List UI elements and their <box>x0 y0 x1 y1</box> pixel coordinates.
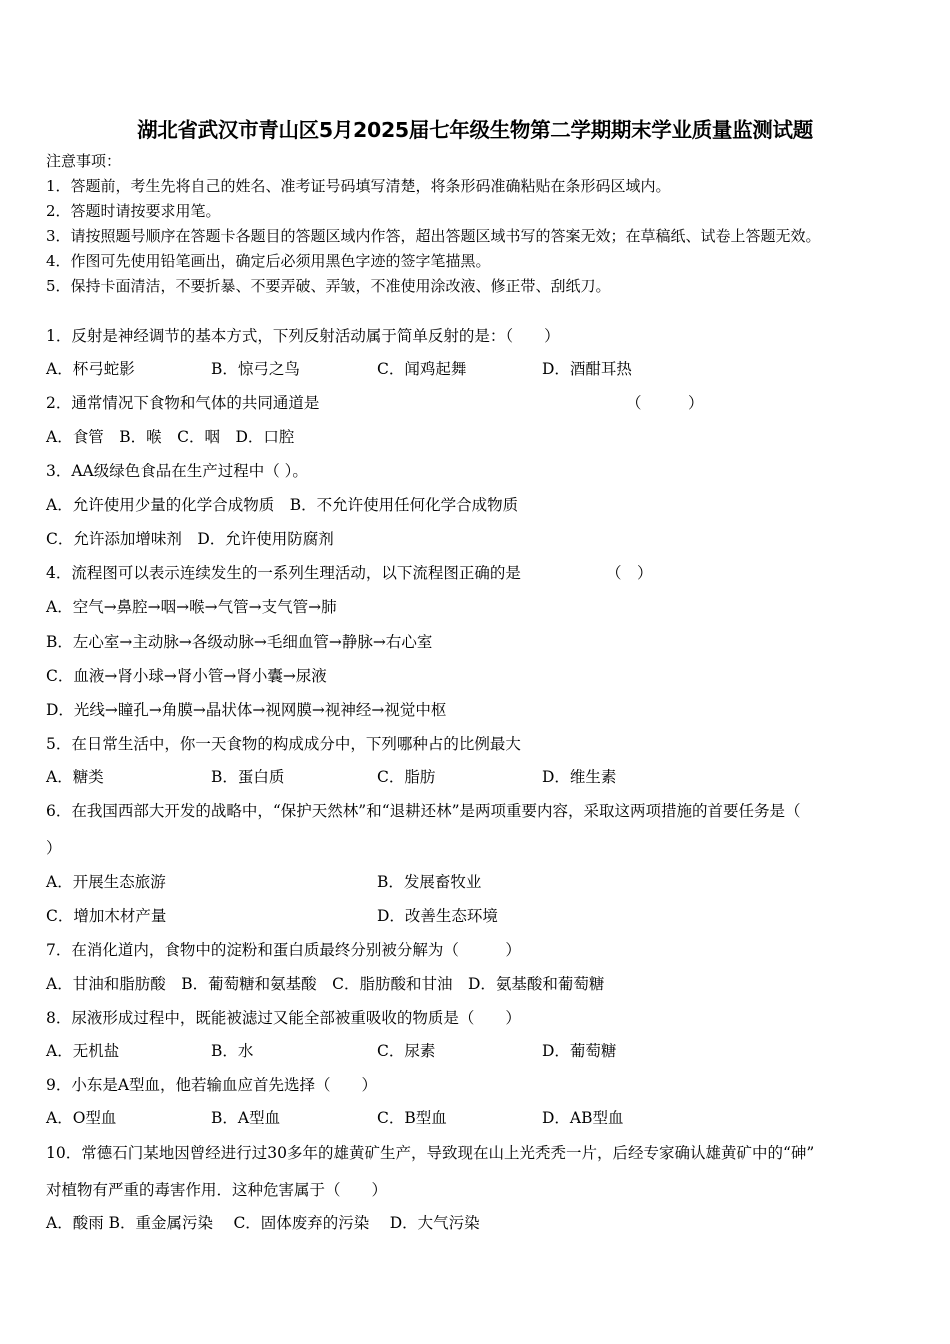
q1-option-c: C．闻鸡起舞 <box>377 360 467 378</box>
question-7: 7．在消化道内，食物中的淀粉和蛋白质最终分别被分解为（ ） <box>46 941 521 959</box>
q8-option-b: B．水 <box>211 1042 254 1060</box>
q6-option-b: B．发展畜牧业 <box>377 873 482 891</box>
q1-option-d: D．酒酣耳热 <box>542 360 632 378</box>
q10-options: A．酸雨 B．重金属污染 C．固体废弃的污染 D．大气污染 <box>46 1214 480 1232</box>
q3-options-cd: C．允许添加增味剂 D．允许使用防腐剂 <box>46 530 334 548</box>
q5-option-a: A．糖类 <box>46 768 104 786</box>
q7-options: A．甘油和脂肪酸 B．葡萄糖和氨基酸 C．脂肪酸和甘油 D．氨基酸和葡萄糖 <box>46 975 605 993</box>
question-10-cont: 对植物有严重的毒害作用．这种危害属于（ ） <box>46 1181 388 1199</box>
q3-options-ab: A．允许使用少量的化学合成物质 B．不允许使用任何化学合成物质 <box>46 496 519 514</box>
q9-option-d: D．AB型血 <box>542 1109 624 1127</box>
q9-option-b: B．A型血 <box>211 1109 281 1127</box>
q2-answer-paren: （ ） <box>626 394 704 412</box>
question-5: 5．在日常生活中，你一天食物的构成成分中，下列哪种占的比例最大 <box>46 735 521 753</box>
q2-options: A．食管 B．喉 C．咽 D．口腔 <box>46 428 295 446</box>
q8-option-d: D．葡萄糖 <box>542 1042 617 1060</box>
page-title: 湖北省武汉市青山区5月2025届七年级生物第二学期期末学业质量监测试题 <box>137 118 813 142</box>
q5-option-b: B．蛋白质 <box>211 768 285 786</box>
q9-option-a: A．O型血 <box>46 1109 117 1127</box>
q5-option-c: C．脂肪 <box>377 768 436 786</box>
question-4: 4．流程图可以表示连续发生的一系列生理活动，以下流程图正确的是 <box>46 564 521 582</box>
q4-answer-paren: （ ） <box>606 564 653 582</box>
q4-option-a: A．空气→鼻腔→咽→喉→气管→支气管→肺 <box>46 598 337 616</box>
q8-option-a: A．无机盐 <box>46 1042 120 1060</box>
question-6-cont: ） <box>46 839 62 857</box>
note-item-4: 4．作图可先使用铅笔画出，确定后必须用黑色字迹的签字笔描黑。 <box>46 252 491 270</box>
q1-option-b: B．惊弓之鸟 <box>211 360 300 378</box>
q6-option-c: C．增加木材产量 <box>46 907 167 925</box>
q8-option-c: C．尿素 <box>377 1042 436 1060</box>
q9-option-c: C．B型血 <box>377 1109 447 1127</box>
q4-option-c: C．血液→肾小球→肾小管→肾小囊→尿液 <box>46 667 327 685</box>
question-1: 1．反射是神经调节的基本方式，下列反射活动属于简单反射的是：（ ） <box>46 327 560 345</box>
note-item-1: 1．答题前，考生先将自己的姓名、准考证号码填写清楚，将条形码准确粘贴在条形码区域内。 <box>46 177 671 195</box>
q6-option-d: D．改善生态环境 <box>377 907 498 925</box>
note-item-2: 2．答题时请按要求用笔。 <box>46 202 221 220</box>
question-2: 2．通常情况下食物和气体的共同通道是 <box>46 394 320 412</box>
q1-option-a: A．杯弓蛇影 <box>46 360 135 378</box>
q6-option-a: A．开展生态旅游 <box>46 873 166 891</box>
question-9: 9．小东是A型血，他若输血应首先选择（ ） <box>46 1076 378 1094</box>
notes-heading: 注意事项： <box>46 152 122 170</box>
q4-option-d: D．光线→瞳孔→角膜→晶状体→视网膜→视神经→视觉中枢 <box>46 701 447 719</box>
q5-option-d: D．维生素 <box>542 768 617 786</box>
question-3: 3．AA级绿色食品在生产过程中（ ）。 <box>46 462 308 480</box>
question-6: 6．在我国西部大开发的战略中，“保护天然林”和“退耕还林”是两项重要内容，采取这两项措施的首要任务是（ <box>46 802 801 820</box>
q4-option-b: B．左心室→主动脉→各级动脉→毛细血管→静脉→右心室 <box>46 633 433 651</box>
question-10: 10．常德石门某地因曾经进行过30多年的雄黄矿生产，导致现在山上光秃秃一片，后经专家确认雄黄矿中的“砷” <box>46 1144 815 1162</box>
note-item-5: 5．保持卡面清洁，不要折暴、不要弄破、弄皱，不准使用涂改液、修正带、刮纸刀。 <box>46 277 611 295</box>
question-8: 8．尿液形成过程中，既能被滤过又能全部被重吸收的物质是（ ） <box>46 1009 521 1027</box>
note-item-3: 3．请按照题号顺序在答题卡各题目的答题区域内作答，超出答题区域书写的答案无效；在草稿纸、试卷上答题无效。 <box>46 227 821 245</box>
